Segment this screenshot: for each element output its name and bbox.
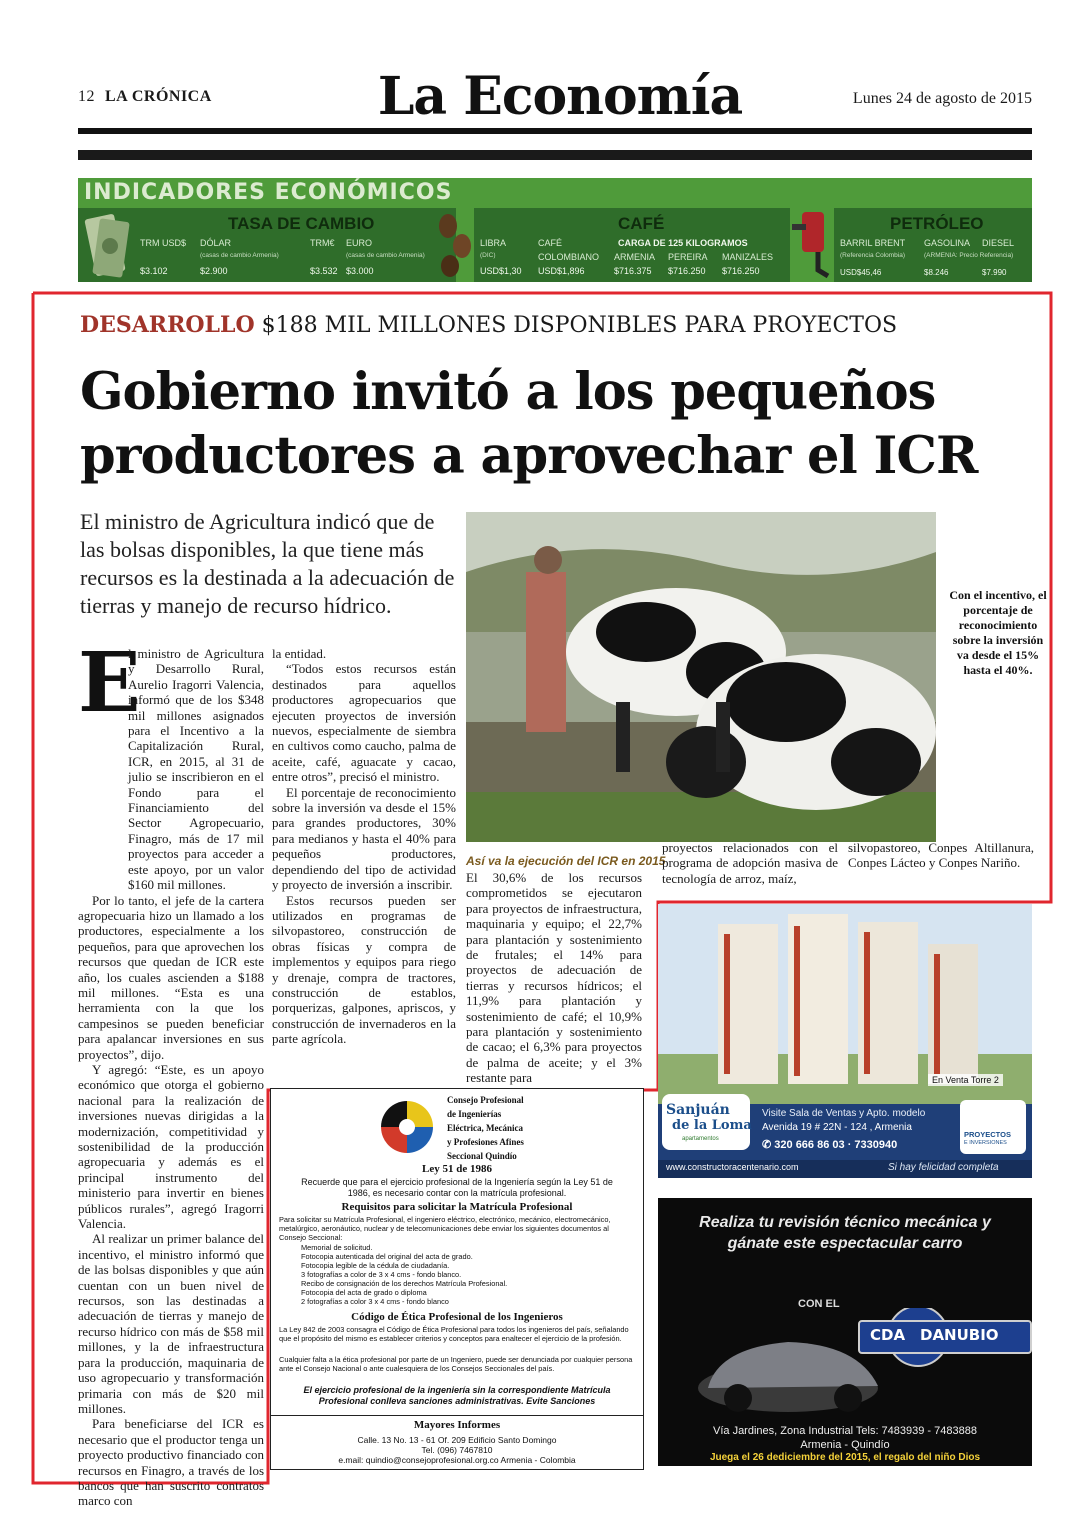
article-kicker (80, 312, 897, 338)
article-photo-cows (466, 512, 936, 842)
info-address: Calle. 13 No. 13 - 61 Of. 209 Edificio Santo Domingo (357, 1435, 557, 1445)
economic-indicators-bar (78, 178, 1032, 282)
danubio-text: DANUBIO (920, 1326, 999, 1344)
col1-paragraph: Al realizar un primer balance del incentivo, el ministro informó que de las bolsas disponibles y que aún cuentan con un buen nivel de recursos, son las destinadas a adecuación de tierras y manejo de recurso hídrico con más de $58 mil millones, y la de infraestructura para la producción, maquinaria de uso agropecuario y transformación primaria con más de $20 mil millones. (78, 1231, 264, 1416)
consejo-logo-icon (375, 1095, 439, 1159)
diesel-label: DIESEL (982, 238, 1015, 248)
header-rule-top (78, 128, 1032, 134)
libra-value: USD$1,30 (480, 266, 522, 276)
brand-name-2: de la Loma (672, 1118, 752, 1133)
trm-usd-value: $3.102 (140, 266, 168, 276)
pereira-value: $716.250 (668, 266, 706, 276)
petroleo-heading: PETRÓLEO (890, 214, 984, 233)
section-title: La Economía (377, 66, 743, 127)
brand-sub: apartamentos (682, 1136, 719, 1142)
article-column-1 (78, 635, 264, 1509)
article-column-3 (466, 870, 642, 1086)
con-el-label: CON EL (798, 1298, 840, 1310)
manizales-value: $716.250 (722, 266, 760, 276)
tasa-heading: TASA DE CAMBIO (228, 214, 375, 233)
consejo-profesional-ad (270, 1088, 644, 1470)
armenia-label: ARMENIA (614, 252, 656, 262)
armenia-value: $716.375 (614, 266, 652, 276)
org-line: Consejo Profesional (447, 1095, 524, 1105)
fuel-nozzle-icon (788, 204, 838, 280)
kicker-text: $188 MIL MILLONES DISPONIBLES PARA PROYECTOS (261, 313, 898, 338)
org-line: Eléctrica, Mecánica (447, 1123, 523, 1133)
divider (271, 1415, 643, 1416)
cda-text: CDA (870, 1326, 906, 1344)
requirements-title: Requisitos para solicitar la Matrícula Profesional (341, 1201, 573, 1213)
requirement-item: Fotocopia autenticada del original del acta de grado. (301, 1252, 473, 1261)
car-inspection-ad (658, 1198, 1032, 1466)
org-line: y Profesiones Afines (447, 1137, 524, 1147)
brand-name-1: Sanjuán (666, 1102, 730, 1118)
pereira-label: PEREIRA (668, 252, 708, 262)
dolar-label: DÓLAR (200, 238, 232, 248)
requirement-item: Recibo de consignación de los derechos Matrícula Profesional. (301, 1279, 508, 1288)
trm-euro-value: $3.532 (310, 266, 338, 276)
gasolina-label: GASOLINA (924, 238, 971, 248)
org-line: de Ingenierías (447, 1109, 502, 1119)
requirement-item: Fotocopia legible de la cédula de ciudadanía. (301, 1261, 450, 1270)
coffee-beans-icon (434, 208, 476, 280)
cafe-heading: CAFÉ (618, 214, 665, 233)
gasolina-value: $8.246 (924, 268, 949, 277)
money-icon (82, 210, 134, 280)
euro-label: EURO (346, 238, 373, 248)
ethics-title: Código de Ética Profesional de los Ingenieros (351, 1311, 563, 1323)
issue-date: Lunes 24 de agosto de 2015 (852, 90, 1032, 107)
newspaper-name: LA CRÓNICA (105, 88, 212, 105)
info-block (271, 1435, 643, 1465)
libra-sub: (DIC) (480, 252, 496, 259)
euro-value: $3.000 (346, 266, 374, 276)
drop-cap: E (78, 635, 141, 731)
sanction-warning: El ejercicio profesional de la ingeniería sin la correspondiente Matrícula Profesional conlleva sanciones administrativas. Evite Sanciones (303, 1385, 611, 1406)
requirements-list (301, 1243, 631, 1306)
org-name (447, 1093, 524, 1163)
requirement-item: 2 fotografías a color 3 x 4 cms - fondo blanco (301, 1297, 449, 1306)
col5-paragraph: silvopastoreo, Conpes Altillanura, Conpes Lácteo y Conpes Nariño. (848, 840, 1034, 871)
col4-paragraph: proyectos relacionados con el programa de adopción masiva de tecnología de arroz, maíz, (662, 840, 838, 886)
article-deck: El ministro de Agricultura indicó que de las bolsas disponibles, la que tiene más recursos es la destinada a la adecuación de tierras y manejo de recurso hídrico. (80, 509, 455, 618)
brent-label: BARRIL BRENT (840, 238, 906, 248)
kicker-keyword: DESARROLLO (80, 312, 255, 338)
visit-text: Visite Sala de Ventas y Apto. modelo (762, 1108, 926, 1119)
phone-icon: ✆ (762, 1139, 775, 1151)
requirement-item: 3 fotografías a color de 3 x 4 cms - fondo blanco. (301, 1270, 462, 1279)
page-number: 12 (78, 88, 95, 105)
car-ad-contact (658, 1424, 1032, 1452)
trm-usd-label: TRM USD$ (140, 238, 187, 248)
col2-paragraph: El porcentaje de reconocimiento sobre la inversión va desde el 15% para grandes productores, 30% para medianos y hasta el 40% para pequeños productores, dependiendo del tipo de actividad y proyecto de inversión a inscribir. (272, 784, 456, 893)
builder-name-1: PROYECTOS (964, 1130, 1011, 1139)
article-column-4 (662, 840, 838, 886)
info-phone: Tel. (096) 7467810 (421, 1445, 493, 1455)
ethics-text-2: Cualquier falta a la ética profesional por parte de un Ingeniero, puede ser denunciada por cualquier persona ante el Consejo Nacional o ante cualesquiera de los Consejos Seccionales del país. (279, 1355, 633, 1373)
libra-label: LIBRA (480, 238, 507, 248)
car-ad-city: Armenia - Quindío (800, 1439, 890, 1451)
col3-paragraph: El 30,6% de los recursos comprometidos se ejecutaron para proyectos de infraestructura, maquinaria y equipo; el 22,7% para plantación y sostenimiento de frutales; el 14% para proyectos de adecuación de tierras y recursos hídricos; el 11,9% para plantación y sostenimiento de café; el 10,9% para plantación y sostenimiento de cacao; el 6,3% para proyectos de palma de aceite; y el 3% restante para (466, 870, 642, 1086)
masthead-left (78, 88, 212, 106)
law-title: Ley 51 de 1986 (422, 1163, 492, 1175)
dolar-value: $2.900 (200, 266, 228, 276)
gasolina-sub: (ARMENIA: Precio Referencia) (924, 252, 1014, 259)
diesel-value: $7.990 (982, 268, 1007, 277)
brent-value: USD$45,46 (840, 268, 882, 277)
cafe-subheading: CARGA DE 125 KILOGRAMOS (618, 238, 748, 248)
requirements-intro: Para solicitar su Matrícula Profesional, el ingeniero eléctrico, electrónico, mecánico, electromecánico, metalúrgico, aeronáutico, nuclear y de telecomunicaciones debe enviar los siguientes documentos al Consejo Seccional: (279, 1215, 611, 1242)
cafe-col-sub: COLOMBIANO (538, 252, 600, 262)
photo-caption: Con el incentivo, el porcentaje de reconocimiento sobre la inversión va desde el 15% hasta el 40%. (949, 588, 1047, 677)
col2-paragraph: la entidad. (272, 646, 327, 661)
slogan: Si hay felicidad completa (888, 1162, 999, 1173)
phone-2: 7330940 (854, 1139, 898, 1151)
ethics-text-1: La Ley 842 de 2003 consagra el Código de Ética Profesional para todos los ingenieros del país, señalando que el propósito del mismo es establecer criterios y conceptos para enaltecer el ejercicio de la profesión. (279, 1325, 629, 1343)
law-text: Recuerde que para el ejercicio profesional de la Ingeniería según la Ley 51 de 1986, es necesario contar con la matrícula profesional. (301, 1177, 613, 1198)
cafe-col-label: CAFÉ (538, 238, 563, 248)
col2-paragraph: “Todos estos recursos están destinados para aquellos productores agropecuarios que ejecuten proyectos de inversión nuevos, especialmente de siembra en cultivos como caucho, palma de aceite, café, aguacate y cacao, entre otros”, precisó el ministro. (272, 661, 456, 785)
icr-execution-subhead: Así va la ejecución del ICR en 2015 (466, 854, 666, 868)
requirement-item: Fotocopia del acta de grado o diploma (301, 1288, 427, 1297)
address-text: Avenida 19 # 22N - 124 , Armenia (762, 1122, 912, 1133)
trm-euro-label: TRM€ (310, 238, 335, 248)
car-ad-headline-2: gánate este espectacular carro (727, 1235, 963, 1252)
car-ad-address: Vía Jardines, Zona Industrial Tels: 7483939 - 7483888 (713, 1425, 977, 1437)
indicators-title: INDICADORES ECONÓMICOS (84, 180, 453, 205)
manizales-label: MANIZALES (722, 252, 774, 262)
col1-paragraph: Para beneficiarse del ICR es necesario que el productor tenga un proyecto productivo financiado con recursos en Finagro, a través de los bancos que han suscrito contratos marco con (78, 1416, 264, 1509)
euro-sub: (casas de cambio Armenia) (346, 252, 425, 259)
torre-label: En Venta Torre 2 (928, 1074, 1003, 1086)
article-headline: Gobierno invitó a los pequeños productores a aprovechar el ICR (80, 362, 978, 486)
col1-paragraph: Y agregó: “Este, es un apoyo económico que otorga el gobierno nacional para la realización de inversiones nuevas dirigidas a la modernización, competitividad y sostenibilidad de la producción agropecuaria y además es el principal instrumento del ministerio para invertir en bienes públicos rurales”, agregó Iragorri Valencia. (78, 1061, 264, 1232)
cafe-col-value: USD$1,896 (538, 266, 585, 276)
car-ad-footer: Juega el 26 dediciembre del 2015, el regalo del niño Dios (709, 1452, 981, 1463)
phone-1: 320 666 86 03 (774, 1139, 845, 1151)
real-estate-ad (658, 904, 1032, 1178)
builder-name-2: E INVERSIONES (964, 1140, 1007, 1146)
info-title: Mayores Informes (413, 1419, 501, 1431)
website-url: www.constructoracentenario.com (666, 1162, 799, 1172)
col1-paragraph: Por lo tanto, el jefe de la cartera agropecuaria hizo un llamado a los productores, especialmente a los pequeños, para que aprovechen los recursos que quedan de ICR este año, los cuales ascienden a $188 mil millones. “Esta es una herramienta con la que los campesinos se pueden beneficiar para apalancar inversiones en sus proyectos”, dijo. (78, 892, 264, 1062)
col2-paragraph: Estos recursos pueden ser utilizados en programas de silvopastoreo, construcción de obras físicas y compra de implementos y equipos para riego y drenaje, compra de tractores, construcción de establos, porquerizas, galpones, apriscos, y construcción de invernaderos en la parte agrícola. (272, 892, 456, 1047)
col1-paragraph: l ministro de Agricultura y Desarrollo Rural, Aurelio Iragorri Valencia, informó que de los $348 mil millones asignados para el Incentivo a la Capitalización Rural, ICR, en 2015, al 31 de julio se inscribieron en el Fondo para el Financiamiento del Sector Agropecuario, Finagro, más de 17 mil proyectos para acceder a este apoyo, por un valor $160 mil millones. (128, 646, 264, 893)
org-line: Seccional Quindío (447, 1151, 517, 1161)
car-ad-headline-1: Realiza tu revisión técnico mecánica y (699, 1214, 991, 1231)
header-rule-bottom (78, 150, 1032, 160)
brent-sub: (Referencia Colombia) (840, 252, 906, 259)
phone-numbers: ✆ 320 666 86 03 · 7330940 (762, 1139, 898, 1151)
car-ad-headline (664, 1212, 1026, 1254)
info-email: e.mail: quindio@consejoprofesional.org.co Armenia - Colombia (338, 1455, 576, 1465)
requirement-item: Memorial de solicitud. (301, 1243, 373, 1252)
article-column-5 (848, 840, 1034, 871)
dolar-sub: (casas de cambio Armenia) (200, 252, 279, 259)
article-column-2 (272, 646, 456, 1047)
